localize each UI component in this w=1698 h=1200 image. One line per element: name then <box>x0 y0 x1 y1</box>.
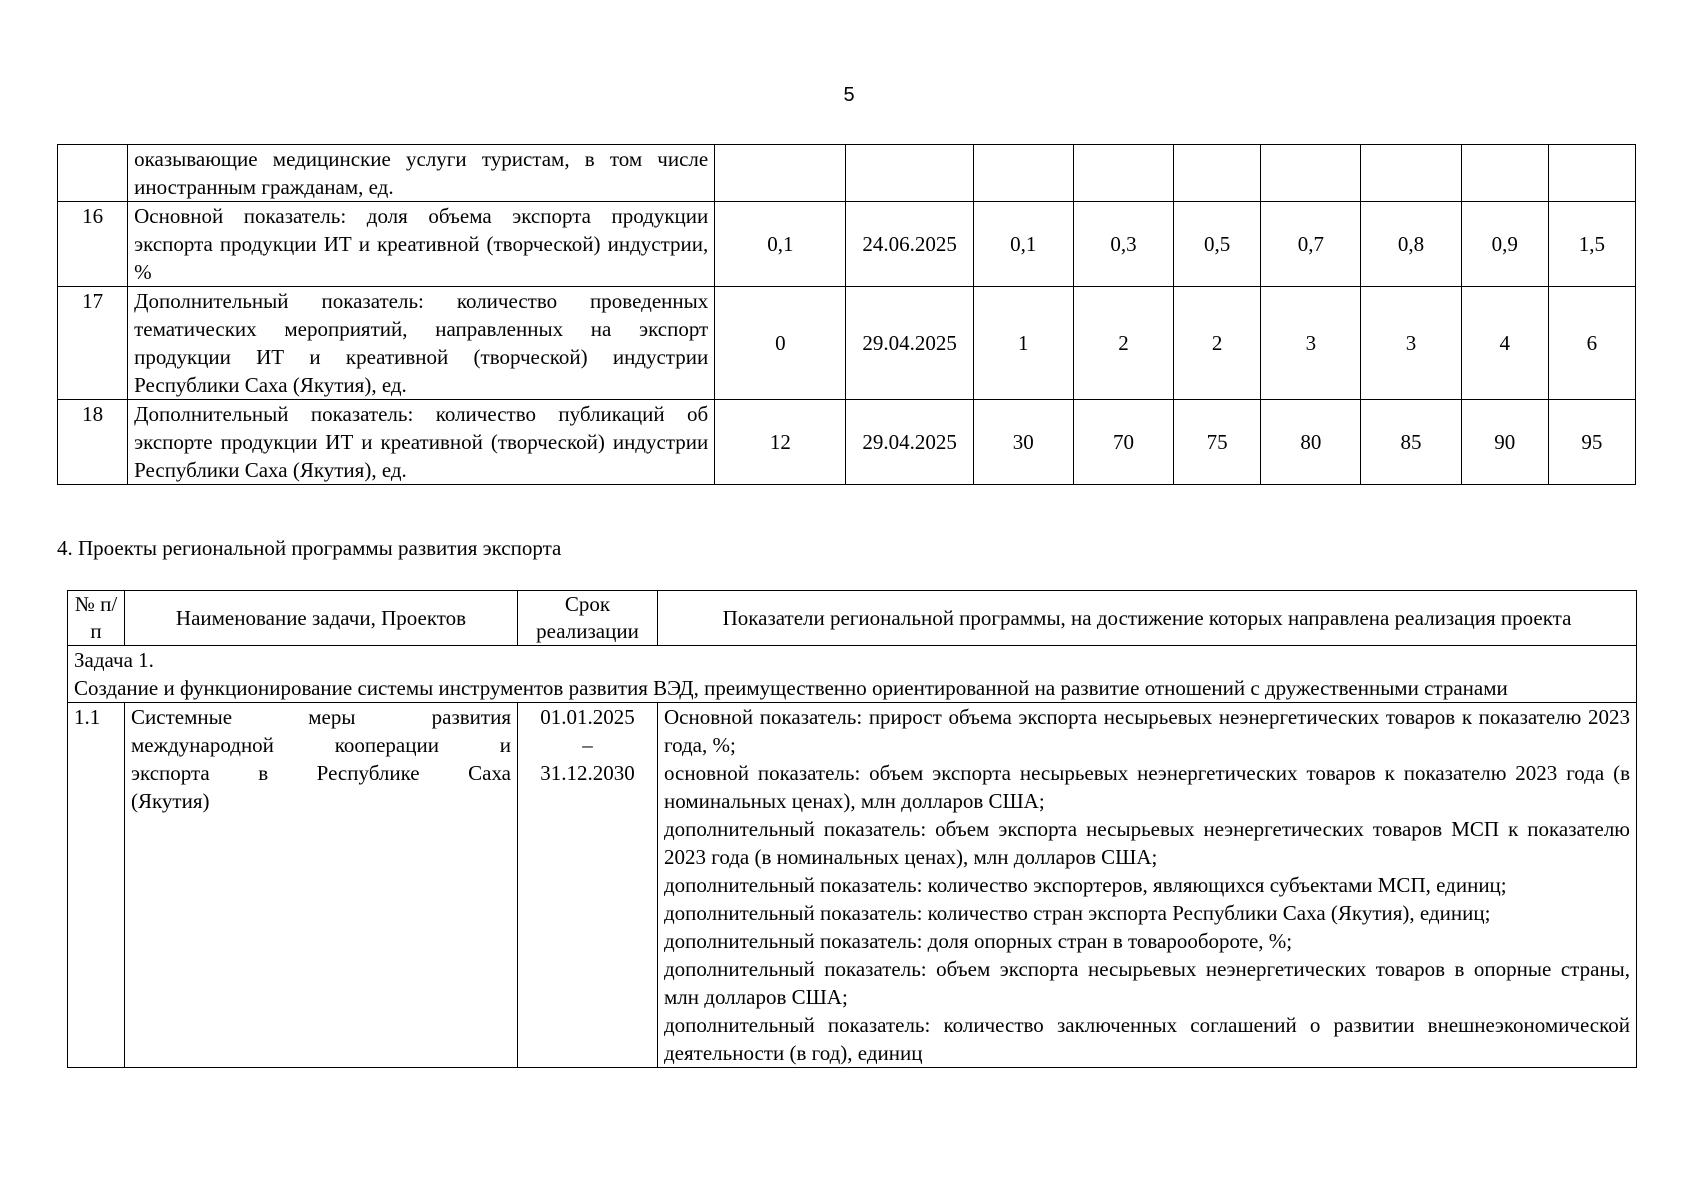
project-term <box>518 703 658 1068</box>
value-cell <box>1361 145 1461 202</box>
project-name-line: международной кооперации и <box>131 733 511 757</box>
project-end-date: 31.12.2030 <box>540 761 635 785</box>
value-cell: 0,5 <box>1174 202 1261 287</box>
project-name <box>125 703 518 1068</box>
value-date-cell: 24.06.2025 <box>846 202 973 287</box>
value-cell: 30 <box>973 400 1073 485</box>
value-cell: 2 <box>1174 287 1261 400</box>
value-cell: 0,1 <box>973 202 1073 287</box>
value-cell: 6 <box>1548 287 1635 400</box>
projects-table <box>67 590 1637 1068</box>
indicator-item: основной показатель: объем экспорта несырьевых неэнергетических товаров к показателю 2023 года (в номинальных ценах), млн долларов США; <box>664 761 1630 813</box>
value-cell: 1,5 <box>1548 202 1635 287</box>
value-cell: 95 <box>1548 400 1635 485</box>
indicators-table <box>57 144 1636 485</box>
section-heading: 4. Проекты региональной программы развития экспорта <box>57 536 562 560</box>
value-cell: 70 <box>1073 400 1173 485</box>
row-number <box>58 145 128 202</box>
task-cell <box>68 646 1637 703</box>
value-cell <box>1174 145 1261 202</box>
value-cell: 3 <box>1261 287 1361 400</box>
value-cell <box>1073 145 1173 202</box>
indicator-item: дополнительный показатель: количество экспортеров, являющихся субъектами МСП, единиц; <box>664 873 1507 897</box>
value-cell: 80 <box>1261 400 1361 485</box>
header-name: Наименование задачи, Проектов <box>125 591 518 646</box>
value-cell: 2 <box>1073 287 1173 400</box>
value-cell: 0 <box>715 287 846 400</box>
project-name-line: экспорта в Республике Саха <box>131 761 511 785</box>
indicator-row <box>58 400 1636 485</box>
value-cell: 90 <box>1461 400 1548 485</box>
project-name-line: (Якутия) <box>131 789 210 813</box>
value-cell: 3 <box>1361 287 1461 400</box>
value-cell: 12 <box>715 400 846 485</box>
indicator-item: дополнительный показатель: объем экспорта несырьевых неэнергетических товаров в опорные страны, млн долларов США; <box>664 957 1630 1009</box>
value-cell: 0,3 <box>1073 202 1173 287</box>
value-cell <box>1461 145 1548 202</box>
value-cell <box>715 145 846 202</box>
value-cell <box>973 145 1073 202</box>
header-indicators: Показатели региональной программы, на достижение которых направлена реализация проекта <box>658 591 1637 646</box>
indicator-row <box>58 202 1636 287</box>
project-start-date: 01.01.2025 <box>540 705 635 729</box>
value-cell <box>1261 145 1361 202</box>
indicator-item: дополнительный показатель: доля опорных стран в товарообороте, %; <box>664 929 1293 953</box>
row-number: 16 <box>58 202 128 287</box>
task-row <box>68 646 1637 703</box>
indicator-item: дополнительный показатель: количество стран экспорта Республики Саха (Якутия), единиц; <box>664 901 1491 925</box>
indicator-name: Дополнительный показатель: количество публикаций об экспорте продукции ИТ и креативной (творческой) индустрии Республики Саха (Якутия), ед. <box>128 400 715 485</box>
indicator-name: Дополнительный показатель: количество проведенных тематических мероприятий, направленных на экспорт продукции ИТ и креативной (творческой) индустрии Республики Саха (Якутия), ед. <box>128 287 715 400</box>
value-date-cell <box>846 145 973 202</box>
project-term-dash: – <box>582 733 593 757</box>
indicator-item: дополнительный показатель: количество заключенных соглашений о развитии внешнеэкономической деятельности (в год), единиц <box>664 1013 1630 1065</box>
value-date-cell: 29.04.2025 <box>846 287 973 400</box>
indicator-row <box>58 145 1636 202</box>
value-cell: 0,8 <box>1361 202 1461 287</box>
project-row <box>68 703 1637 1068</box>
task-title: Задача 1. <box>74 648 154 672</box>
header-term: Срок реализации <box>518 591 658 646</box>
row-number: 18 <box>58 400 128 485</box>
indicator-name: Основной показатель: доля объема экспорта продукции экспорта продукции ИТ и креативной (творческой) индустрии, % <box>128 202 715 287</box>
value-cell: 4 <box>1461 287 1548 400</box>
value-cell: 0,7 <box>1261 202 1361 287</box>
indicator-item: дополнительный показатель: объем экспорта несырьевых неэнергетических товаров МСП к показателю 2023 года (в номинальных ценах), млн долларов США; <box>664 817 1630 869</box>
project-num: 1.1 <box>68 703 125 1068</box>
header-num: № п/п <box>68 591 125 646</box>
task-text: Создание и функционирование системы инструментов развития ВЭД, преимущественно ориентированной на развитие отношений с дружественными странами <box>74 676 1508 700</box>
value-cell: 85 <box>1361 400 1461 485</box>
projects-header-row <box>68 591 1637 646</box>
row-number: 17 <box>58 287 128 400</box>
indicator-item: Основной показатель: прирост объема экспорта несырьевых неэнергетических товаров к показателю 2023 года, %; <box>664 705 1630 757</box>
value-cell: 0,9 <box>1461 202 1548 287</box>
value-cell: 1 <box>973 287 1073 400</box>
value-date-cell: 29.04.2025 <box>846 400 973 485</box>
indicator-name: оказывающие медицинские услуги туристам, в том числе иностранным гражданам, ед. <box>128 145 715 202</box>
value-cell <box>1548 145 1635 202</box>
page-number: 5 <box>843 84 855 106</box>
value-cell: 0,1 <box>715 202 846 287</box>
indicator-row <box>58 287 1636 400</box>
value-cell: 75 <box>1174 400 1261 485</box>
project-name-line: Системные меры развития <box>131 705 511 729</box>
project-indicators <box>658 703 1637 1068</box>
